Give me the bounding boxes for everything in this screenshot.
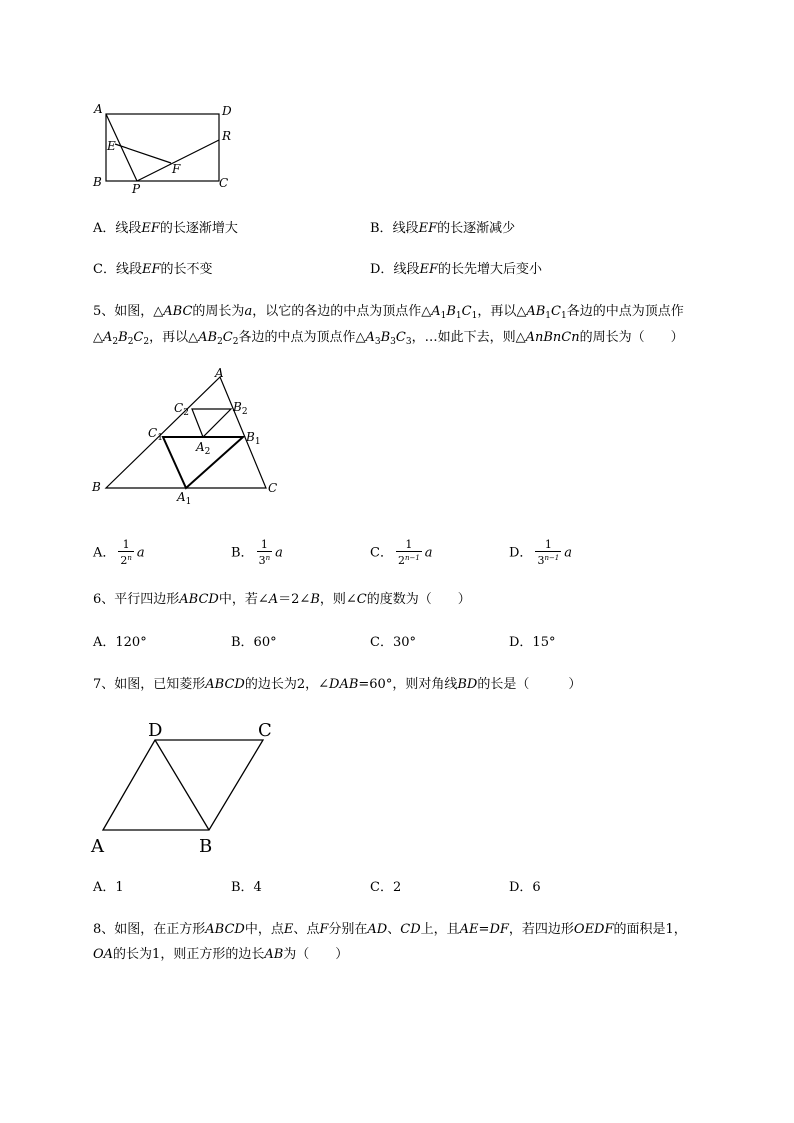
diagonal-bd xyxy=(155,740,209,830)
q7-option-a[interactable]: A．1 xyxy=(93,880,124,895)
label-a: A xyxy=(94,102,103,116)
q4-option-c[interactable]: C．线段EF的长不变 xyxy=(93,262,213,277)
q6-option-b[interactable]: B．60° xyxy=(231,635,277,650)
q5-option-a[interactable]: A． $\frac{1}{2^n}$ a xyxy=(93,538,145,567)
label-p: P xyxy=(132,182,141,196)
fig5-label-a2: $A_2$ xyxy=(196,440,211,457)
q8-line-1: 8、如图，在正方形ABCD中，点E、点F分别在AD、CD上，且AE=DF，若四边形OEDF的面积是1， xyxy=(93,922,687,937)
triangle-a2b2c2 xyxy=(192,409,231,437)
fig5-label-b2: $B_2$ xyxy=(233,400,248,417)
fig5-label-c1: $C_1$ xyxy=(148,426,163,443)
figure-rhombus-abcd xyxy=(85,715,285,860)
q5-option-d[interactable]: D． $\frac{1}{3^{n-1}}$ a xyxy=(509,538,573,567)
label-b: B xyxy=(93,175,102,189)
q6-option-c[interactable]: C．30° xyxy=(370,635,416,650)
fig5-label-c: C xyxy=(268,481,278,495)
fig7-label-d: D xyxy=(148,720,163,741)
fraction: $\frac{1}{3^{n-1}}$ xyxy=(537,538,560,567)
fraction: $\frac{1}{2^n}$ xyxy=(120,538,132,567)
q5-line-2: $\triangle A_2B_2C_2$，再以$\triangle AB_2C_2$各边的中点为顶点作$\triangle A_3B_3C_3$，…如此下去，则△AnBnCn的周长为（ ） xyxy=(93,330,684,347)
label-d: D xyxy=(222,104,232,118)
fig5-label-a: A xyxy=(215,368,224,380)
q7-option-b[interactable]: B．4 xyxy=(231,880,262,895)
q4-option-a[interactable]: A．线段EF的长逐渐增大 xyxy=(93,221,238,236)
figure-rectangle-abcd xyxy=(85,98,245,198)
fraction: $\frac{1}{2^{n-1}}$ xyxy=(397,538,420,567)
q4-option-b[interactable]: B．线段EF的长逐渐减少 xyxy=(370,221,516,236)
q7-option-d[interactable]: D．6 xyxy=(509,880,541,895)
q7-option-c[interactable]: C．2 xyxy=(370,880,402,895)
rectangle-abcd xyxy=(106,114,219,181)
q7-stem: 7、如图，已知菱形ABCD的边长为2，∠DAB=60°，则对角线BD的长是（ ） xyxy=(93,677,582,692)
fraction: $\frac{1}{3^n}$ xyxy=(258,538,271,567)
q5-option-c[interactable]: C． $\frac{1}{2^{n-1}}$ a xyxy=(370,538,433,567)
segment-ef xyxy=(115,144,171,163)
fig5-label-c2: $C_2$ xyxy=(174,401,189,418)
label-f: F xyxy=(172,162,181,176)
q8-line-2: OA的长为1，则正方形的边长AB为（ ） xyxy=(93,947,349,962)
label-c: C xyxy=(219,176,229,190)
q5-option-b[interactable]: B． $\frac{1}{3^n}$ a xyxy=(231,538,283,567)
triangle-abc xyxy=(106,377,266,488)
fig7-label-c: C xyxy=(258,720,272,741)
label-e: E xyxy=(107,139,116,153)
q6-option-d[interactable]: D．15° xyxy=(509,635,556,650)
fig7-label-b: B xyxy=(199,836,213,857)
q4-option-d[interactable]: D．线段EF的长先增大后变小 xyxy=(370,262,542,277)
fig7-label-a: A xyxy=(91,836,104,857)
q5-line-1: 5、如图，△ABC的周长为a，以它的各边的中点为顶点作$\triangle A_1B_1C_1$，再以$\triangle AB_1C_1$各边的中点为顶点作 xyxy=(93,304,684,321)
label-r: R xyxy=(222,129,232,143)
fig5-label-b: B xyxy=(92,480,101,494)
fig5-label-a1: $A_1$ xyxy=(177,490,192,507)
fig5-label-b1: $B_1$ xyxy=(246,430,261,447)
rhombus-abcd xyxy=(103,740,263,830)
q6-stem: 6、平行四边形ABCD中，若∠A＝2∠B，则∠C的度数为（ ） xyxy=(93,592,471,607)
figure-midpoint-triangles xyxy=(85,368,295,510)
q6-option-a[interactable]: A．120° xyxy=(93,635,147,650)
